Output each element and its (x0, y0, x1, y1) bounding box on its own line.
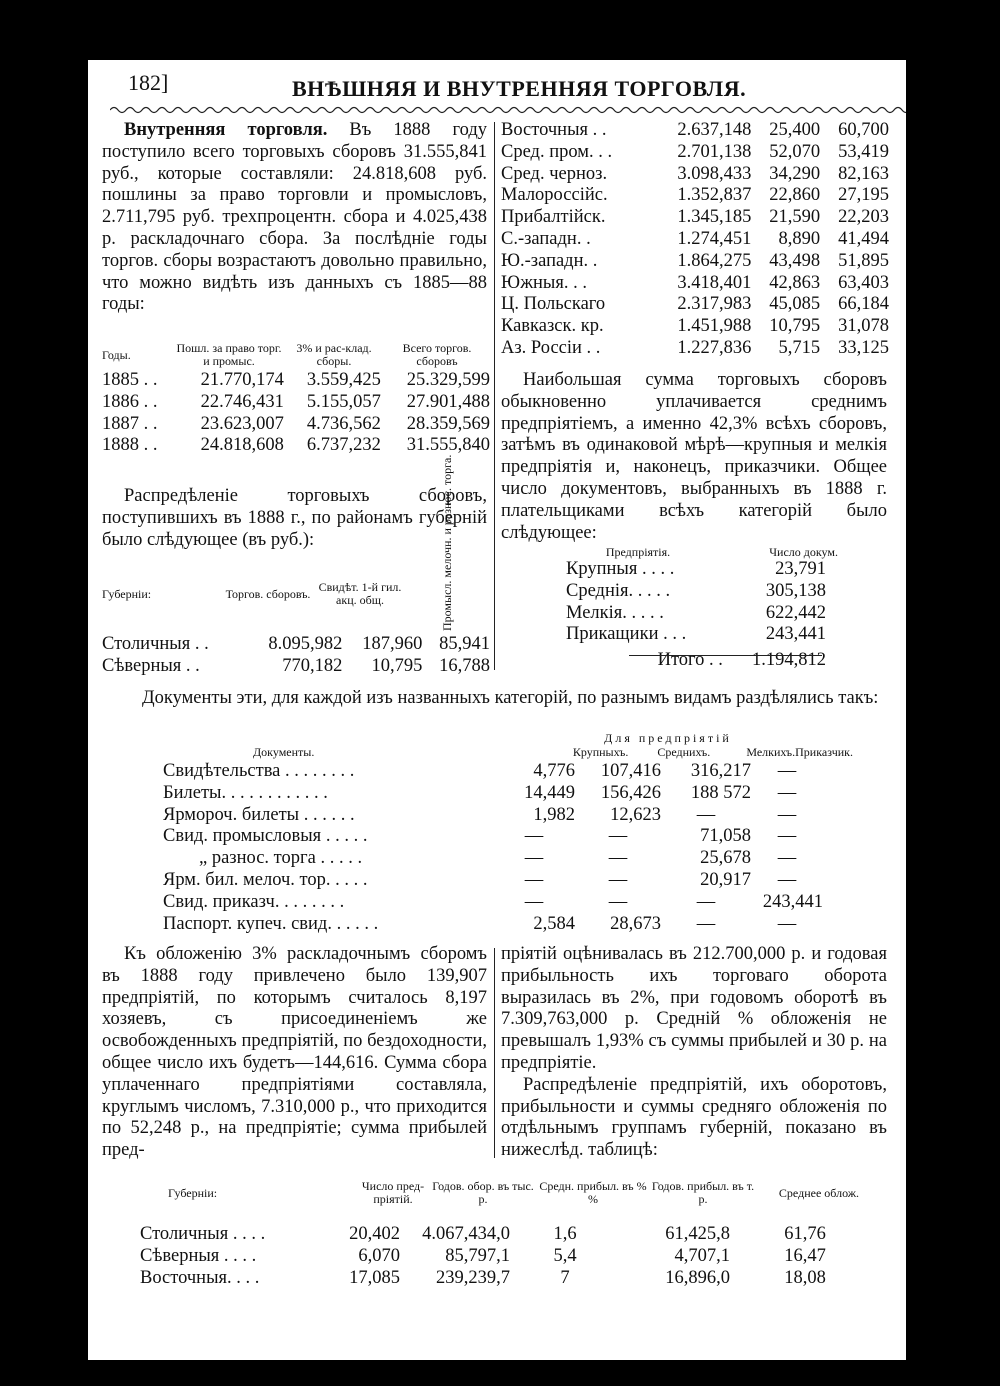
value-cell: 85,941 (439, 634, 490, 654)
value-cell: 2,584 (533, 913, 575, 934)
value-cell: — (696, 891, 716, 912)
region-cell: Прибалтійск. (501, 207, 606, 228)
value-cell: 305,138 (765, 580, 826, 601)
region-cell: Сред. пром. . . (501, 141, 613, 162)
region-cell: Южныя. . . (501, 272, 587, 293)
year-cell: 1886 . . (102, 391, 158, 412)
region-cell: Столичныя . . . . (140, 1224, 266, 1244)
value-cell: 82,163 (838, 163, 889, 184)
col-header: Свидѣт. 1-й гил. акц. общ. (318, 580, 402, 607)
col-header: Торгов. сборовъ. (225, 586, 311, 601)
value-cell: 23.623,007 (200, 413, 284, 434)
value-cell: 1.864,275 (677, 250, 752, 271)
region-table-continued (501, 120, 889, 360)
category-cell: Крупныя . . . . (566, 559, 675, 579)
value-cell: 5,4 (553, 1245, 577, 1266)
col-header: 3% и рас-клад. сборы. (296, 341, 372, 368)
value-cell: — (524, 848, 544, 869)
value-cell: 25,400 (769, 120, 821, 140)
value-cell: 243,441 (765, 624, 826, 645)
value-cell: — (777, 782, 797, 803)
region-cell: Сѣверныя . . (102, 655, 200, 676)
table-row (163, 805, 823, 827)
region-cell: Сѣверныя . . . . (140, 1245, 257, 1266)
table-row (501, 273, 889, 295)
region-cell: Малороссійс. (501, 185, 608, 206)
value-cell: 1,982 (533, 804, 575, 825)
table-row (102, 634, 490, 656)
value-cell: 42,863 (769, 272, 821, 293)
region-cell: Столичныя . . (102, 634, 209, 654)
column-rule-top (494, 122, 495, 670)
value-cell: 1.274,451 (677, 228, 752, 249)
table-row (163, 783, 823, 805)
total-value: 1.194,812 (752, 650, 826, 671)
value-cell: 53,419 (838, 141, 889, 162)
table-row (163, 848, 823, 870)
value-cell: 239,239,7 (436, 1267, 510, 1288)
value-cell: 33,125 (838, 337, 889, 358)
value-cell: 22,860 (769, 185, 821, 206)
doc-cell: Паспорт. купеч. свид. . . . . . (163, 913, 379, 934)
bottom-right-text-1: пріятій оцѣнивалась въ 212.700,000 р. и годовая прибыльность ихъ торговаго оборота выразилась въ 2%, при годовомъ оборотѣ въ 7.309,763,000 р. Средній % обложенія не превышалъ 1,93% съ суммы прибылей и 30 р. на предпріятіе. (501, 944, 887, 1073)
value-cell: 156,426 (600, 782, 661, 803)
value-cell: 22.746,431 (200, 391, 284, 412)
bottom-left-text: Къ обложенію 3% раскладочнымъ сборомъ въ 1888 году привлечено было 139,907 предпріятій, по которымъ считалось 8,197 хозяевъ, съ присоединеніемъ же освобожденныхъ предпріятій, по бездоходности, общее число ихъ будетъ—144,616. Сумма сбора уплаченнаго предпріятіями составляла, круглымъ числомъ, 7.310,000 р., что приходится по 52,248 р., на предпріятіе; сумма прибылей пред- (102, 944, 487, 1161)
largest-sum-text: Наибольшая сумма торговыхъ сборовъ обыкновенно уплачивается среднимъ предпріятіемъ, а именно 42,3% всѣхъ сборовъ, затѣмъ въ одинаковой мѣрѣ—крупныя и мелкія предпріятія и, наконецъ, приказчики. Общее число документовъ, выбранныхъ въ 1888 г. плательщиками всѣхъ категорій было слѣдующее: (501, 370, 887, 543)
table-row (501, 294, 889, 316)
region-cell: Аз. Россіи . . (501, 337, 601, 358)
table-row (501, 316, 889, 338)
table-row (163, 761, 823, 783)
value-cell: 16,788 (439, 655, 490, 676)
category-cell: Прикащики . . . (566, 624, 687, 645)
table-row (501, 207, 889, 229)
value-cell: — (696, 804, 716, 825)
table-row (566, 559, 826, 581)
value-cell: 23,791 (775, 559, 826, 579)
table-row (501, 164, 889, 186)
value-cell: 52,070 (769, 141, 821, 162)
value-cell: 31.555,840 (406, 435, 490, 456)
value-cell: 316,217 (690, 761, 751, 781)
col-header: Годы. (102, 347, 131, 362)
region-cell: С.-западн. . (501, 228, 591, 249)
value-cell: 41,494 (838, 228, 889, 249)
bottom-right-text-2: Распредѣленіе предпріятій, ихъ оборотовъ, прибыльности и суммы средняго обложенія по отдѣльнымъ группамъ губерній, показано въ нижеслѣд. таблицѣ: (501, 1074, 887, 1161)
value-cell: 61,425,8 (665, 1224, 730, 1244)
col-header: Всего торгов. сборовъ (402, 341, 472, 368)
col-header: Годов. обор. въ тыс. р. (432, 1179, 534, 1206)
documents-table (163, 732, 853, 935)
value-cell: 4.736,562 (306, 413, 381, 434)
col-header: Пошл. за право торг. и промыс. (176, 341, 282, 368)
table-row (140, 1246, 880, 1268)
value-cell: 85,797,1 (445, 1245, 510, 1266)
value-cell: 1.352,837 (677, 185, 752, 206)
total-rule (629, 655, 822, 656)
value-cell: 1.345,185 (677, 207, 752, 228)
value-cell: 34,290 (769, 163, 821, 184)
table-row (163, 826, 823, 848)
table-row (501, 120, 889, 142)
doc-cell: Ярм. бил. мелоч. тор. . . . . (163, 869, 368, 890)
value-cell: 66,184 (838, 294, 889, 315)
col-header: Мелкихъ. (746, 745, 796, 759)
year-cell: 1885 . . (102, 370, 158, 390)
value-cell: — (608, 826, 628, 847)
value-cell: 27,195 (838, 185, 889, 206)
col-header: Среднихъ. (657, 745, 711, 759)
value-cell: — (777, 761, 797, 781)
value-cell: 31,078 (838, 316, 889, 337)
value-cell: — (777, 869, 797, 890)
docs-count-table (563, 546, 838, 672)
region-cell: Сред. черноз. (501, 163, 608, 184)
table-row (501, 185, 889, 207)
intro-paragraph (102, 120, 487, 316)
category-cell: Мелкія. . . . . (566, 602, 664, 623)
profit-table (140, 1164, 880, 1289)
value-cell: — (608, 891, 628, 912)
value-cell: 5,715 (778, 337, 821, 358)
value-cell: 1,6 (553, 1224, 577, 1244)
table-row (566, 624, 826, 646)
value-cell: 5.155,057 (306, 391, 381, 412)
distribution-paragraph (102, 486, 487, 551)
region-cell: Кавказск. кр. (501, 316, 604, 337)
doc-cell: Свидѣтельства . . . . . . . . (163, 761, 355, 781)
value-cell: 187,960 (362, 634, 423, 654)
value-cell: 7 (560, 1267, 570, 1288)
value-cell: 4,776 (533, 761, 575, 781)
distribution-text: Распредѣленіе торговыхъ сборовъ, поступившихъ въ 1888 г., по районамъ губерній было слѣдующее (въ руб.): (102, 486, 487, 550)
documents-text: Документы эти, для каждой изъ названныхъ категорій, по разнымъ видамъ раздѣлялись такъ: (142, 688, 879, 708)
region-cell: Восточныя. . . . (140, 1267, 260, 1288)
wavy-divider (110, 104, 906, 116)
value-cell: — (696, 913, 716, 934)
page-number: 182] (128, 70, 169, 95)
value-cell: 17,085 (349, 1267, 400, 1288)
table-row (501, 338, 889, 360)
bottom-left-paragraph (102, 944, 487, 1162)
category-cell: Среднія. . . . . (566, 580, 671, 601)
value-cell: 188 572 (690, 782, 751, 803)
table-row (501, 251, 889, 273)
value-cell: 1.451,988 (677, 316, 752, 337)
value-cell: 4,707,1 (674, 1245, 730, 1266)
col-header: Губерніи: (102, 586, 152, 601)
region-cell: Восточныя . . (501, 120, 607, 140)
value-cell: — (524, 826, 544, 847)
value-cell: 4.067,434,0 (422, 1224, 510, 1244)
doc-cell: Ярмороч. билеты . . . . . . (163, 804, 355, 825)
value-cell: 14,449 (524, 782, 575, 803)
value-cell: 43,498 (769, 250, 821, 271)
value-cell: 28,673 (610, 913, 661, 934)
value-cell: — (524, 869, 544, 890)
col-header: Промысл. мелочн. и разнос. торга. (439, 454, 454, 631)
value-cell: 63,403 (838, 272, 889, 293)
table-row (140, 1224, 880, 1246)
value-cell: 16,47 (784, 1245, 826, 1266)
col-header: Приказчик. (795, 745, 853, 759)
value-cell: 51,895 (838, 250, 889, 271)
col-header: Документы. (253, 745, 315, 759)
intro-text: Въ 1888 году поступило всего торговыхъ сборовъ 31.555,841 руб., которые составляли: 24.818,608 руб. пошлины за право торговли и промысловъ, 2.711,795 руб. трехпроцентн. сбора и 4.025,438 р. раскладочнаго сбора. За послѣдніе годы торгов. сборы возрастаютъ довольно правильно, что можно видѣть изъ данныхъ съ 1885—88 годы: (102, 120, 487, 315)
value-cell: 3.559,425 (306, 370, 381, 390)
value-cell: 28.359,569 (406, 413, 490, 434)
year-cell: 1887 . . (102, 413, 158, 434)
table-row (163, 870, 823, 892)
value-cell: 20,402 (349, 1224, 400, 1244)
value-cell: 1.227,836 (677, 337, 752, 358)
value-cell: 20,917 (700, 869, 751, 890)
value-cell: — (777, 826, 797, 847)
value-cell: 12,623 (610, 804, 661, 825)
total-label: Итого . . (657, 650, 723, 671)
doc-cell: Свид. промысловыя . . . . . (163, 826, 368, 847)
value-cell: 21,590 (769, 207, 821, 228)
value-cell: — (608, 848, 628, 869)
value-cell: 2.637,148 (677, 120, 752, 140)
table-row (163, 892, 823, 914)
value-cell: 25.329,599 (406, 370, 490, 390)
table-row (501, 229, 889, 251)
value-cell: 61,76 (784, 1224, 826, 1244)
doc-cell: Свид. приказч. . . . . . . . (163, 891, 345, 912)
col-header: Число докум. (769, 545, 838, 559)
col-header: Предпріятія. (605, 545, 671, 559)
value-cell: 10,795 (769, 316, 821, 337)
value-cell: 6.737,232 (306, 435, 381, 456)
value-cell: 3.418,401 (677, 272, 752, 293)
value-cell: 2.701,138 (677, 141, 752, 162)
table-row (102, 414, 490, 436)
col-header: Годов. прибыл. въ т. р. (651, 1179, 755, 1206)
intro-heading: Внутренняя торговля. (124, 120, 328, 140)
value-cell: 45,085 (769, 294, 821, 315)
value-cell: — (524, 891, 544, 912)
table-row (501, 142, 889, 164)
value-cell: 27.901,488 (406, 391, 490, 412)
column-rule-bottom (494, 948, 495, 1158)
year-cell: 1888 . . (102, 435, 158, 456)
col-header: Губерніи: (168, 1185, 218, 1200)
value-cell: 10,795 (371, 655, 423, 676)
documents-paragraph (102, 688, 886, 710)
value-cell: 25,678 (700, 848, 751, 869)
value-cell: 8.095,982 (268, 634, 343, 654)
value-cell: 622,442 (765, 602, 826, 623)
col-header: Крупныхъ. (572, 745, 629, 759)
page (88, 60, 906, 1360)
table-row (140, 1268, 880, 1290)
bottom-right-paragraph (501, 944, 887, 1162)
table-row (566, 603, 826, 625)
doc-cell: „ разнос. торга . . . . . (199, 848, 363, 869)
value-cell: 3.098,433 (677, 163, 752, 184)
table-row (102, 435, 490, 457)
value-cell: 60,700 (838, 120, 889, 140)
table-row (163, 914, 823, 936)
value-cell: 6,070 (358, 1245, 400, 1266)
value-cell: 16,896,0 (665, 1267, 730, 1288)
table-row (102, 392, 490, 414)
table-row (102, 656, 490, 678)
doc-cell: Билеты. . . . . . . . . . . . (163, 782, 328, 803)
total-row (566, 646, 826, 672)
table-row (102, 370, 490, 392)
table-row (566, 581, 826, 603)
value-cell: 71,058 (700, 826, 751, 847)
value-cell: 2.317,983 (677, 294, 752, 315)
value-cell: 243,441 (762, 891, 823, 912)
value-cell: 18,08 (784, 1267, 826, 1288)
value-cell: — (608, 869, 628, 890)
value-cell: — (777, 848, 797, 869)
col-header: Средн. прибыл. въ % % (539, 1179, 647, 1206)
value-cell: 107,416 (600, 761, 661, 781)
years-table (102, 342, 490, 457)
page-title: ВНѢШНЯЯ И ВНУТРЕННЯЯ ТОРГОВЛЯ. (292, 76, 747, 101)
col-header: Число пред-пріятій. (361, 1179, 425, 1206)
col-header: Среднее облож. (778, 1185, 860, 1200)
region-cell: Ц. Польскаго (501, 294, 606, 315)
value-cell: 22,203 (838, 207, 889, 228)
value-cell: 21.770,174 (200, 370, 284, 390)
value-cell: 770,182 (282, 655, 343, 676)
value-cell: 8,890 (778, 228, 821, 249)
value-cell: — (777, 913, 797, 934)
largest-sum-paragraph (501, 370, 887, 544)
value-cell: 24.818,608 (200, 435, 284, 456)
region-cell: Ю.-западн. . (501, 250, 598, 271)
group-header: Для предпріятій (604, 731, 732, 745)
value-cell: — (777, 804, 797, 825)
